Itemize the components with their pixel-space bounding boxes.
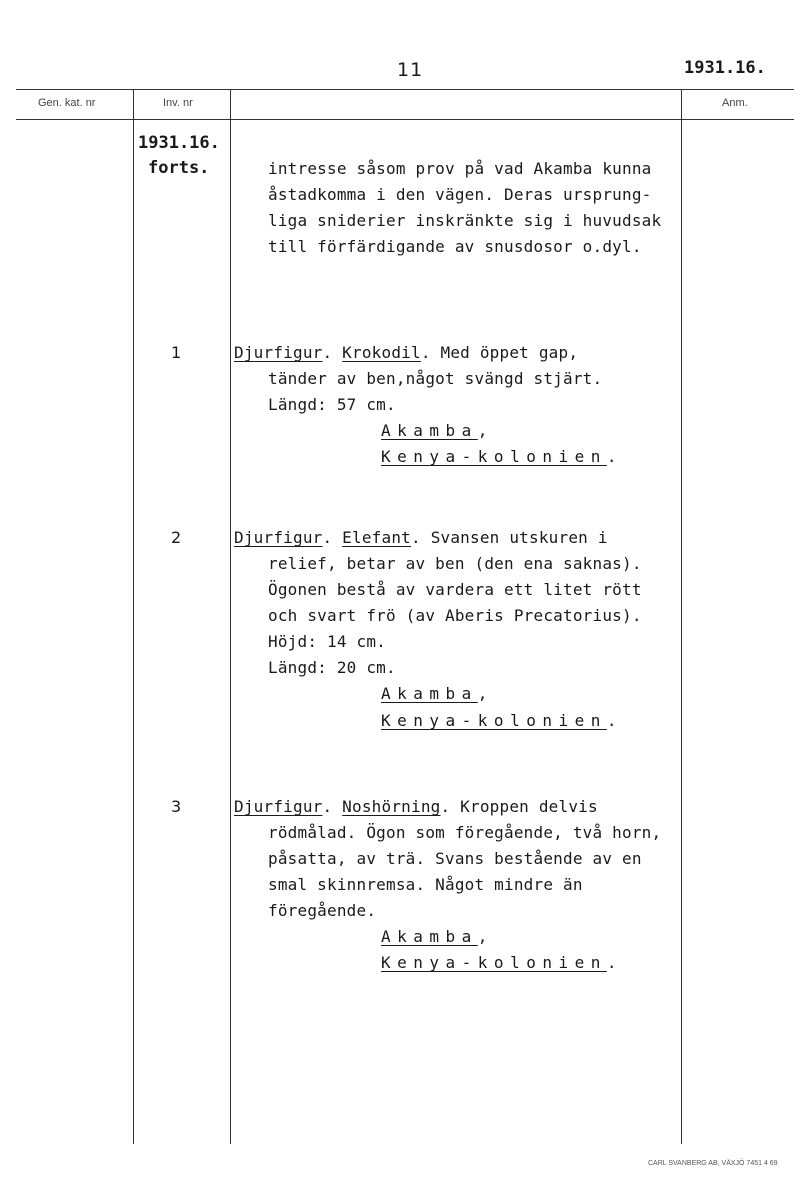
- printer-imprint: CARL SVANBERG AB, VÄXJÖ 7451 4 69: [648, 1160, 778, 1167]
- entry-category: Djurfigur: [234, 797, 323, 816]
- entry-tribe: Akamba,: [381, 421, 488, 440]
- inventory-continued: forts.: [148, 158, 210, 178]
- inventory-number: 1931.16.: [138, 133, 220, 153]
- intro-line: åstadkomma i den vägen. Deras ursprung-: [268, 185, 652, 204]
- entry-region: Kenya-kolonien.: [381, 447, 617, 466]
- entry-line: tänder av ben,något svängd stjärt.: [268, 369, 603, 388]
- entry-line: Höjd: 14 cm.: [268, 632, 386, 651]
- entry-number: 3: [171, 797, 182, 816]
- entry-line: Längd: 20 cm.: [268, 658, 396, 677]
- column-divider-1: [133, 89, 134, 1144]
- column-divider-2: [230, 89, 231, 1144]
- entry-region: Kenya-kolonien.: [381, 711, 617, 730]
- intro-line: intresse såsom prov på vad Akamba kunna: [268, 159, 652, 178]
- entry-tribe: Akamba,: [381, 684, 488, 703]
- entry-line: påsatta, av trä. Svans bestående av en: [268, 849, 642, 868]
- entry-line: smal skinnremsa. Något mindre än: [268, 875, 583, 894]
- entry-number: 2: [171, 528, 182, 547]
- entry-animal: Krokodil: [342, 343, 421, 362]
- column-header-gen: Gen. kat. nr: [38, 97, 96, 109]
- entry-line: föregående.: [268, 901, 377, 920]
- column-header-inv: Inv. nr: [163, 97, 193, 109]
- entry-region: Kenya-kolonien.: [381, 953, 617, 972]
- entry-first-line: Djurfigur. Noshörning. Kroppen delvis: [234, 797, 598, 816]
- intro-line: till förfärdigande av snusdosor o.dyl.: [268, 237, 642, 256]
- column-divider-3: [681, 89, 682, 1144]
- entry-line: Ögonen bestå av vardera ett litet rött: [268, 580, 642, 599]
- entry-animal: Noshörning: [342, 797, 441, 816]
- entry-number: 1: [171, 343, 182, 362]
- entry-line: relief, betar av ben (den ena saknas).: [268, 554, 642, 573]
- intro-line: liga sniderier inskränkte sig i huvudsak: [268, 211, 662, 230]
- entry-animal: Elefant: [342, 528, 412, 547]
- entry-line: och svart frö (av Aberis Precatorius).: [268, 606, 642, 625]
- entry-description: Kroppen delvis: [460, 797, 598, 816]
- page-number: 11: [397, 59, 424, 81]
- entry-description: Svansen utskuren i: [430, 528, 608, 547]
- entry-category: Djurfigur: [234, 528, 323, 547]
- entry-line: rödmålad. Ögon som föregående, två horn,: [268, 823, 662, 842]
- entry-description: Med öppet gap,: [440, 343, 579, 362]
- entry-first-line: Djurfigur. Elefant. Svansen utskuren i: [234, 528, 608, 547]
- entry-category: Djurfigur: [234, 343, 323, 362]
- reference-number: 1931.16.: [684, 58, 766, 78]
- entry-first-line: Djurfigur. Krokodil. Med öppet gap,: [234, 343, 579, 362]
- column-header-anm: Anm.: [722, 97, 748, 109]
- entry-line: Längd: 57 cm.: [268, 395, 396, 414]
- entry-tribe: Akamba,: [381, 927, 488, 946]
